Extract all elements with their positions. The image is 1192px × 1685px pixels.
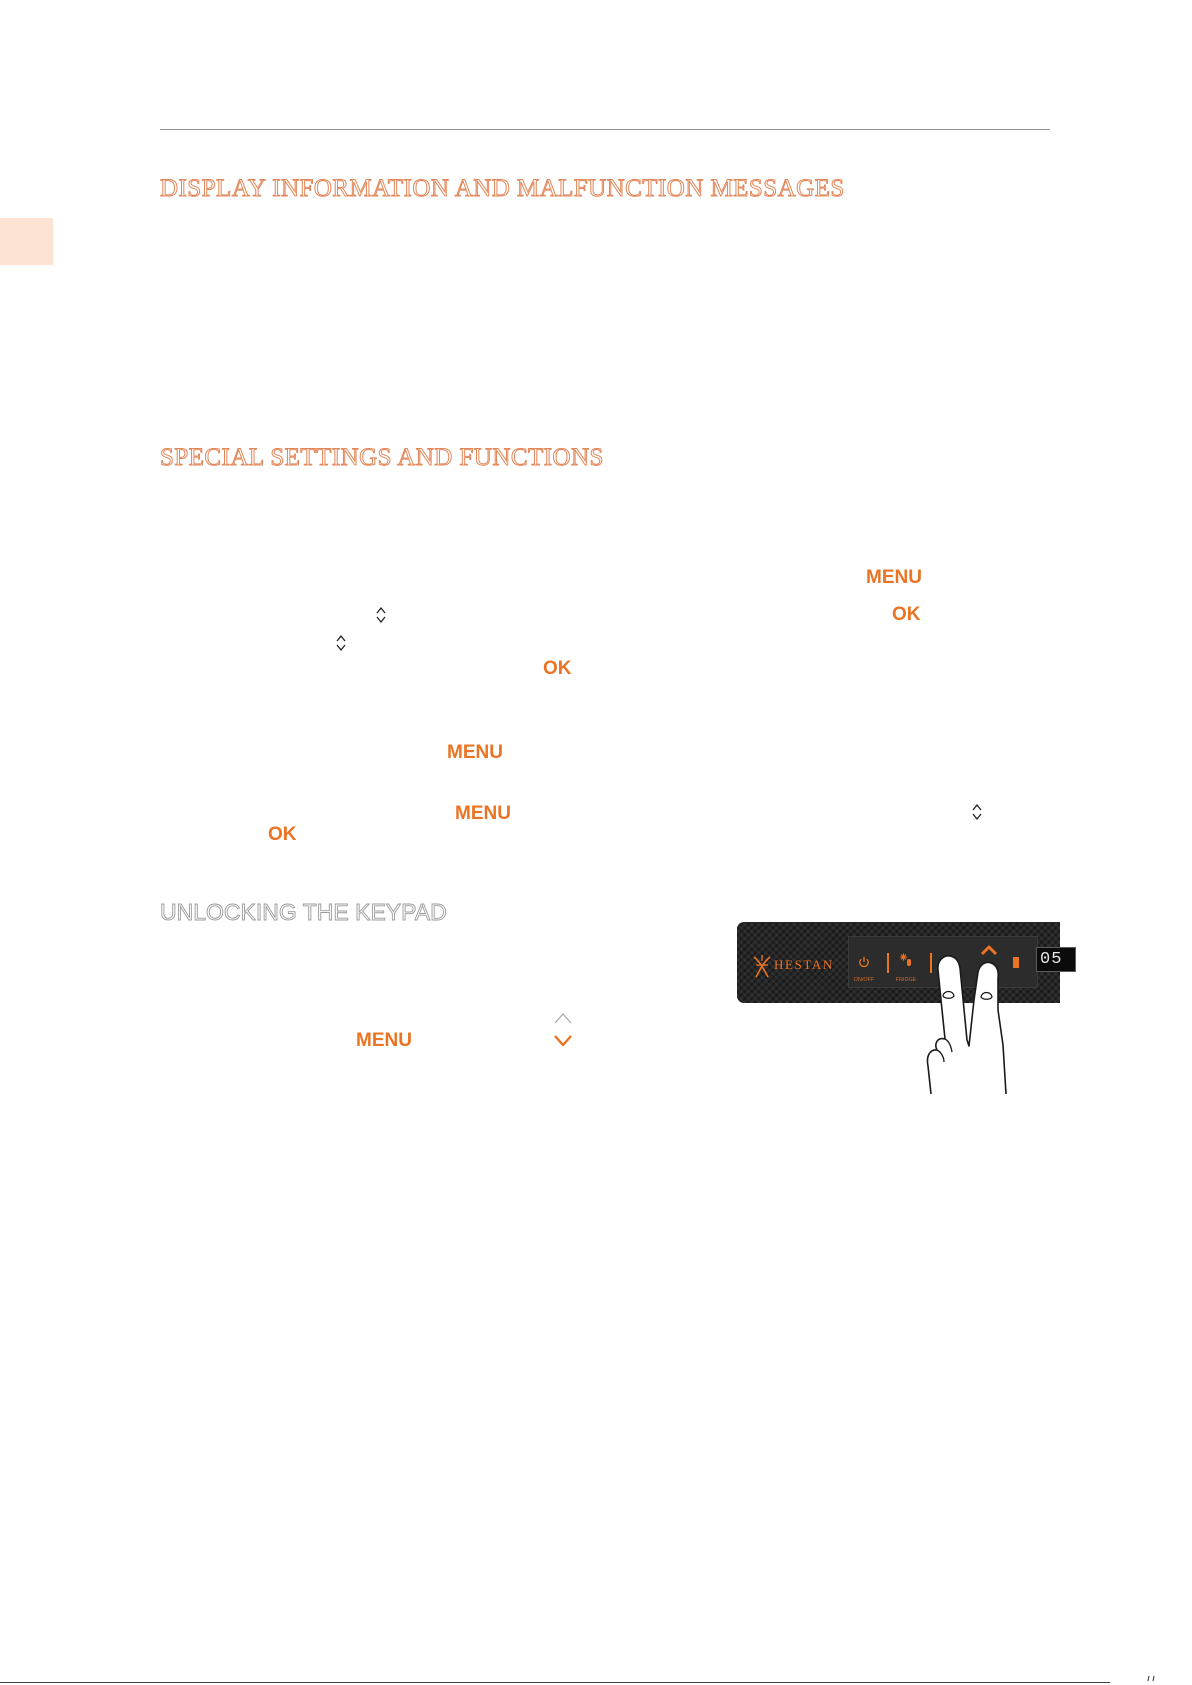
menu-key-label: MENU [866, 567, 922, 588]
up-down-chevron-icon [971, 802, 983, 822]
bottom-rule [0, 1682, 1110, 1683]
up-down-chevron-icon [375, 605, 387, 625]
brand-name: HESTAN [774, 957, 834, 972]
page-number-fragment [1146, 1675, 1158, 1683]
up-down-chevron-icon [335, 633, 347, 653]
ok-key-label: OK [543, 658, 572, 679]
heading-display-information: DISPLAY INFORMATION AND MALFUNCTION MESSAGES [160, 175, 845, 202]
menu-key-label: MENU [455, 803, 511, 824]
ok-key-label: OK [268, 824, 297, 845]
heading-unlocking-keypad: UNLOCKING THE KEYPAD [160, 899, 447, 925]
heading-special-settings: SPECIAL SETTINGS AND FUNCTIONS [160, 444, 604, 471]
power-button-label: ON/OFF [853, 977, 875, 983]
menu-key-label: MENU [447, 742, 503, 763]
up-chevron-icon [552, 1010, 574, 1026]
hestan-logo-icon [751, 953, 773, 979]
fridge-button-label: FRIDGE [895, 977, 917, 983]
top-rule [160, 129, 1050, 130]
section-tab [0, 218, 53, 265]
down-chevron-icon [552, 1032, 574, 1048]
power-icon [858, 956, 870, 968]
menu-key-label: MENU [356, 1030, 412, 1051]
divider [887, 953, 889, 973]
ok-key-label: OK [892, 604, 921, 625]
temperature-display: 05 [1036, 947, 1076, 972]
hand-icon [900, 940, 1030, 1095]
